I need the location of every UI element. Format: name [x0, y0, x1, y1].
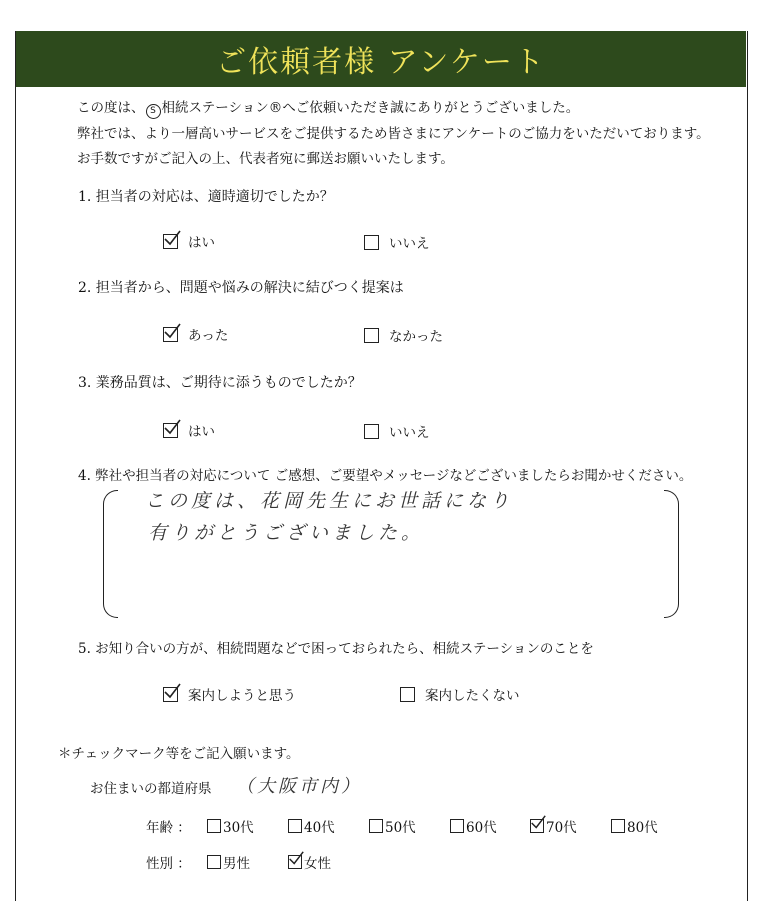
question-1: 1. 担当者の対応は、適時適切でしたか？ [78, 189, 334, 205]
option-label: 80代 [627, 820, 658, 836]
company-logo-icon: S [146, 104, 161, 119]
q3-option-no[interactable] [364, 421, 430, 441]
intro-line-2: 弊社では、より一層高いサービスをご提供するため皆さまにアンケートのご協力をいただいております。 [77, 126, 710, 142]
option-label: 50代 [385, 820, 416, 836]
checkbox-unchecked[interactable] [364, 235, 379, 250]
option-label: はい [188, 235, 215, 251]
option-label: いいえ [389, 236, 430, 252]
checkbox-checked[interactable] [163, 234, 178, 249]
checkmark-icon [162, 322, 182, 342]
question-3: 3. 業務品質は、ご期待に添うものでしたか？ [78, 375, 362, 391]
gender-option-female[interactable] [288, 852, 331, 872]
option-label: 男性 [223, 856, 250, 872]
prefecture-value[interactable]: （大阪市内） [236, 776, 362, 797]
option-label: 70代 [546, 820, 577, 836]
checkbox-unchecked[interactable] [288, 819, 302, 833]
prefecture-label: お住まいの都道府県 [90, 781, 212, 797]
checkmark-icon [162, 418, 182, 438]
option-label: 案内したくない [425, 688, 520, 704]
checkmark-icon [162, 229, 182, 249]
option-label: あった [188, 328, 229, 344]
checkmark-note: ＊チェックマーク等をご記入願います。 [58, 746, 300, 762]
option-label: いいえ [389, 425, 430, 441]
age-option-60s[interactable] [450, 816, 497, 836]
option-label: 30代 [223, 820, 254, 836]
option-label: 女性 [304, 856, 331, 872]
checkbox-checked[interactable] [530, 819, 544, 833]
age-option-30s[interactable] [207, 816, 254, 836]
checkbox-unchecked[interactable] [364, 328, 379, 343]
comment-answer-line-2: 有りがとうございました。 [148, 522, 425, 544]
option-label: なかった [389, 329, 443, 345]
q2-option-no[interactable] [364, 325, 443, 345]
checkbox-unchecked[interactable] [364, 424, 379, 439]
q5-option-yes[interactable] [163, 684, 296, 704]
age-option-80s[interactable] [611, 816, 658, 836]
checkbox-unchecked[interactable] [369, 819, 383, 833]
question-4: 4. 弊社や担当者の対応について ご感想、ご要望やメッセージなどございましたらお聞かせください。 [78, 468, 693, 484]
q5-option-no[interactable] [400, 684, 520, 704]
comment-box-left-bracket [103, 490, 118, 618]
intro-line-1-post: 相続ステーション®へご依頼いただき誠にありがとうございました。 [161, 100, 580, 116]
checkbox-unchecked[interactable] [611, 819, 625, 833]
checkbox-checked[interactable] [163, 687, 178, 702]
checkbox-checked[interactable] [163, 423, 178, 438]
checkmark-icon [529, 814, 547, 832]
comment-box-right-bracket [664, 490, 679, 618]
option-label: はい [188, 424, 215, 440]
option-label: 案内しようと思う [188, 688, 296, 704]
checkbox-checked[interactable] [288, 855, 302, 869]
intro-line-1-pre: この度は、 [77, 100, 145, 116]
gender-option-male[interactable] [207, 852, 250, 872]
page-title: ご依頼者様 アンケート [216, 45, 546, 80]
option-label: 60代 [466, 820, 497, 836]
q2-option-yes[interactable] [163, 324, 228, 344]
checkmark-icon [162, 682, 182, 702]
age-label: 年齢 ： [146, 820, 191, 836]
checkbox-unchecked[interactable] [207, 819, 221, 833]
option-label: 40代 [304, 820, 335, 836]
age-option-70s[interactable] [530, 816, 577, 836]
question-5: 5. お知り合いの方が、相続問題などで困っておられたら、相続ステーションのことを [78, 641, 594, 657]
checkmark-icon [287, 850, 305, 868]
checkbox-unchecked[interactable] [450, 819, 464, 833]
checkbox-unchecked[interactable] [207, 855, 221, 869]
title-banner [16, 31, 746, 87]
q1-option-yes[interactable] [163, 231, 215, 251]
q3-option-yes[interactable] [163, 420, 215, 440]
intro-line-1 [77, 96, 579, 119]
checkbox-checked[interactable] [163, 327, 178, 342]
age-option-50s[interactable] [369, 816, 416, 836]
intro-line-3: お手数ですがご記入の上、代表者宛に郵送お願いいたします。 [77, 151, 454, 167]
age-option-40s[interactable] [288, 816, 335, 836]
checkbox-unchecked[interactable] [400, 687, 415, 702]
q1-option-no[interactable] [364, 232, 430, 252]
question-2: 2. 担当者から、問題や悩みの解決に結びつく提案は [78, 280, 404, 296]
gender-label: 性別 ： [146, 856, 191, 872]
comment-answer-line-1: この度は、花岡先生にお世話になり [145, 490, 514, 512]
